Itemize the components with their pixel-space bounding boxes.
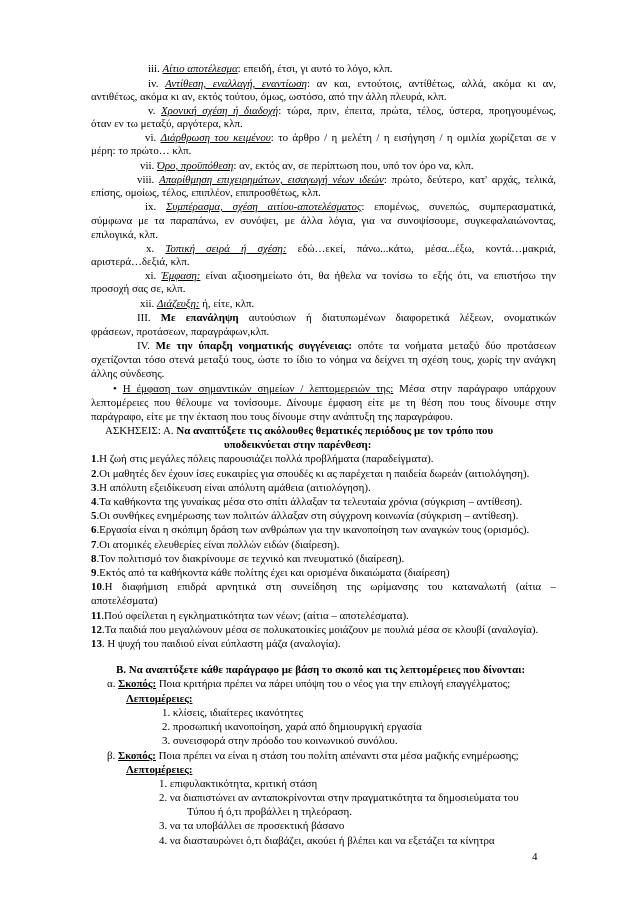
text-run: ix. — [145, 201, 166, 213]
text-line-36 — [91, 553, 404, 566]
text-run: IV. — [137, 340, 156, 352]
text-run: 4. να διασταυρώνει ό,τι διαβάζει, ακούει ή βλέπει και να εξετάζει τα κίνητρα — [159, 835, 495, 847]
text-line-25 — [91, 397, 556, 410]
text-run: Τοπική σειρά ή σχέση: — [165, 243, 287, 255]
text-run: ΑΣΚΗΣΕΙΣ: Α. — [105, 425, 177, 437]
text-run: Η έμφαση των σημαντικών σημείων / λεπτομερειών της: — [122, 383, 394, 395]
text-run: 1. κλίσεις, ιδιαίτερες ικανότητες — [162, 707, 304, 719]
text-line-11 — [145, 201, 556, 214]
text-run: iv. — [148, 78, 166, 90]
text-run: άλλης σύνδεσης. — [91, 368, 165, 380]
text-line-8 — [140, 160, 474, 173]
text-line-32 — [91, 496, 522, 509]
text-line-21 — [137, 340, 556, 353]
text-run: ή, είτε, κλπ. — [199, 298, 255, 310]
text-run: 9 — [91, 567, 97, 579]
text-run: Αντίθεση, εναλλαγή, εναντίωση — [165, 78, 307, 90]
text-run: 2. να διαπιστώνει αν ανταποκρίνονται στην πραγματικότητα τα δημοσιεύματα του — [159, 792, 519, 804]
text-run: 1. επιφυλακτικότητα, κριτική στάση — [159, 778, 318, 790]
text-run: vii. — [140, 160, 157, 172]
text-run: οπότε τα νοήματα μεταξύ δύο προτάσεων — [352, 340, 556, 352]
text-run: αποτελέσματα) — [91, 595, 158, 607]
text-line-34 — [91, 524, 529, 537]
text-run: Ποια πρέπει να είναι η στάση του πολίτη απέναντι στα μέσα μαζικής ενημέρωσης; — [155, 750, 519, 762]
text-line-55 — [159, 835, 495, 848]
text-run: x. — [146, 243, 166, 255]
text-run: σχετίζονται τόσο στενά μεταξύ τους, ώστε το ίδιο το νόημα να δείχνει τη σχέση τους, χωρίς την ανάγκη — [91, 354, 556, 366]
text-line-13 — [91, 229, 158, 242]
text-run: .Οι μαθητές δεν έχουν ίσες ευκαιρίες για σπουδές κι ας παρέχεται η παιδεία δωρεάν (αιτιολόγηση). — [96, 468, 530, 480]
text-run: Έμφαση: — [161, 270, 201, 282]
text-run: όταν εν τω μεταξύ, αργότερα, κλπ. — [91, 118, 243, 130]
text-run: προσοχή σας σε, κλπ. — [91, 283, 186, 295]
text-line-46 — [162, 707, 303, 720]
text-line-24 — [113, 383, 556, 396]
text-line-41 — [91, 624, 538, 637]
text-run: .Τα καθήκοντα της γυναίκας μέσα στο σπίτι άλλαξαν τα τελευταία χρόνια (σύγκριση – αντίθεση). — [96, 496, 523, 508]
text-run: Τύπου ή ό,τι προβάλλει η τηλεόραση. — [187, 806, 352, 818]
text-run: Να αναπτύξετε τις ακόλουθες θεματικές περιόδους με τον τρόπο που — [176, 425, 494, 437]
text-run: 13 — [91, 638, 102, 650]
text-run: Αίτιο αποτέλεσμα — [162, 63, 238, 75]
text-run: 4 — [91, 496, 97, 508]
text-run: . Η ψυχή του παιδιού είναι εύπλαστη μάζα (αναλογία). — [101, 638, 341, 650]
text-run: Με επανάληψη — [160, 312, 239, 324]
text-line-31 — [91, 482, 371, 495]
text-run: : επειδή, έτσι, γι αυτό το λόγο, κλπ. — [237, 63, 393, 75]
text-line-52 — [159, 792, 519, 805]
text-run: Σκοπός: — [118, 750, 156, 762]
text-run: III. — [137, 312, 161, 324]
text-run: Σκοπός: — [118, 678, 157, 690]
text-line-16 — [145, 270, 556, 283]
text-run: λεπτομέρειες που θέλουμε να τονίσουμε. Δίνουμε έμφαση είτε με τη θέση που τους δίνουμε στην — [91, 397, 556, 409]
text-run: Όρο, προϋπόθεση — [156, 160, 234, 172]
text-run: 2. προσωπική ικανοποίηση, χαρά από δημιουργική εργασία — [162, 721, 422, 733]
text-line-47 — [162, 721, 422, 734]
text-run: 3. συνεισφορά στην πρόοδο του κοινωνικού συνόλου. — [162, 735, 398, 747]
text-run: : αν και, εντούτοις, αντίθέτως, αλλά, ακόμα κι αν, — [306, 78, 556, 90]
text-run: Χρονική σχέση ή διαδοχή — [160, 105, 279, 117]
text-line-5 — [91, 118, 243, 131]
text-run: xi. — [145, 270, 162, 282]
text-run: .Τα παιδιά που μεγαλώνουν μέσα σε πολυκατοικίες μοιάζουν με πουλιά μέσα σε κλουβί (αναλογία). — [101, 624, 539, 636]
text-line-17 — [91, 283, 185, 296]
text-line-27 — [105, 425, 493, 438]
text-run: 3. να τα υποβάλλει σε προσεκτική βάσανο — [159, 820, 345, 832]
text-line-44 — [107, 678, 510, 691]
text-run: Μέσα στην παράγραφο υπάρχουν — [393, 383, 556, 395]
text-line-3 — [91, 91, 447, 104]
text-run: α. — [107, 678, 119, 690]
text-line-7 — [91, 145, 191, 158]
text-line-54 — [159, 820, 344, 833]
text-run: υποδεικνύεται στην παρένθεση: — [224, 439, 372, 451]
text-run: Ποια κριτήρια πρέπει να πάρει υπόψη του ο νέος για την επιλογή επαγγέλματος; — [156, 678, 511, 690]
text-line-48 — [162, 735, 398, 748]
text-run: : επομένως, συνεπώς, συμπερασματικά, — [361, 201, 556, 213]
text-run: αυτούσιων ή διατυπωμένων διαφορετικά λέξεων, ονοματικών — [238, 312, 556, 324]
text-line-6 — [145, 132, 556, 145]
text-line-28 — [224, 439, 371, 452]
text-line-50 — [126, 764, 192, 777]
text-line-53 — [187, 806, 352, 819]
text-line-4 — [148, 105, 556, 118]
text-run: .Τον πολιτισμό τον διακρίνουμε σε τεχνικό και πνευματικό (διαίρεση). — [96, 553, 405, 565]
text-run: Με την ύπαρξη νοηματικής συγγένειας: — [155, 340, 353, 352]
text-line-40 — [91, 610, 409, 623]
text-line-20 — [91, 326, 269, 339]
text-line-22 — [91, 354, 556, 367]
text-line-33 — [91, 510, 518, 523]
text-run: 7 — [91, 539, 97, 551]
text-run: φράσεων, προτάσεων, παραγράφων,κλπ. — [91, 326, 270, 338]
text-line-42 — [91, 638, 341, 651]
text-line-37 — [91, 567, 450, 580]
text-line-30 — [91, 468, 529, 481]
text-line-43 — [116, 664, 525, 677]
text-run: 1 — [91, 453, 97, 465]
text-line-45 — [126, 693, 192, 706]
text-line-14 — [146, 243, 556, 256]
text-run: : πρώτο, δεύτερο, κατ' αρχάς, τελικά, — [383, 174, 556, 186]
text-run: αντιθέτως, ακόμα κι αν, εκτός τούτου, όμως, ωστόσο, από την άλλη πλευρά, κλπ. — [91, 91, 447, 103]
text-run: xii. — [140, 298, 157, 310]
text-run: : το άρθρο / η μελέτη / η εισήγηση / η ομιλία χωρίζεται σε ν — [270, 132, 556, 144]
text-run: : τώρα, πριν, έπειτα, πρώτα, τέλος, ύστερα, προηγουμένως, — [278, 105, 557, 117]
text-run: iii. — [148, 63, 163, 75]
text-run: εδώ…εκεί, πάνω...κάτω, μέσα...έξω, κοντά…μακριά, — [286, 243, 556, 255]
text-line-38 — [91, 581, 556, 594]
text-run: επίσης, ομοίως, τέλος, επιπλέον, επιπροσθέτως, κλπ. — [91, 187, 321, 199]
text-run: 6 — [91, 524, 97, 536]
text-run: Λεπτομέρειες: — [126, 693, 193, 705]
text-run: μέρη: το πρώτο… κλπ. — [91, 145, 192, 157]
text-run: β. — [107, 750, 118, 762]
text-run: 11 — [91, 610, 102, 622]
text-line-18 — [140, 298, 254, 311]
text-run: παράγραφο, είτε με την έκταση που τους δίνουμε στην ανάπτυξη της παραγράφου. — [91, 411, 453, 423]
text-line-9 — [137, 174, 556, 187]
page-number: 4 — [532, 851, 538, 863]
text-run: .Η απόλυτη εξειδίκευση είναι απόλυτη αμάθεια (αιτιολόγηση). — [96, 482, 371, 494]
text-line-15 — [91, 256, 190, 269]
text-run: Συμπέρασμα, σχέση αιτίου-αποτελέσματος — [165, 201, 362, 213]
text-run: 8 — [91, 553, 97, 565]
text-line-1 — [148, 63, 393, 76]
text-run: vi. — [145, 132, 161, 144]
text-run: viii. — [137, 174, 160, 186]
text-run: Λεπτομέρειες: — [126, 764, 193, 776]
text-run: 2 — [91, 468, 97, 480]
text-run: .Η διαφήμιση επιδρά αρνητικά στη συνείδηση της ωρίμανσης του καταναλωτή (αίτια – — [101, 581, 556, 593]
text-line-35 — [91, 539, 339, 552]
text-run: .Οι ατομικές ελευθερίες είναι πολλών ειδών (διαίρεση). — [96, 539, 340, 551]
text-run: 3 — [91, 482, 97, 494]
text-run: .Η ζωή στις μεγάλες πόλεις παρουσιάζει πολλά προβλήματα (παραδείγματα). — [96, 453, 434, 465]
text-line-10 — [91, 187, 321, 200]
text-run: επιλογικά, κλπ. — [91, 229, 159, 241]
text-run: 10 — [91, 581, 102, 593]
text-run: .Εκτός από τα καθήκοντα κάθε πολίτης έχει και ορισμένα δικαιώματα (διαίρεση) — [96, 567, 450, 579]
text-line-19 — [137, 312, 556, 325]
text-run: είναι αξιοσημείωτο ότι, θα ήθελα να τονίσω το εξής ότι, να επιστήσω την — [200, 270, 556, 282]
text-run: .Πού οφείλεται η εγκληματικότητα των νέων; (αίτια – αποτελέσματα). — [101, 610, 409, 622]
text-run: Απαρίθμηση επιχειρημάτων, εισαγωγή νέων ιδεών — [159, 174, 384, 186]
text-line-49 — [107, 750, 519, 763]
text-run: .Εργασία είναι η σκόπιμη δράση των ανθρώπων για την ικανοποίηση των αναγκών τους (ορισμός). — [96, 524, 530, 536]
text-line-23 — [91, 368, 164, 381]
text-line-29 — [91, 453, 433, 466]
text-run: Β. Να αναπτύξετε κάθε παράγραφο με βάση το σκοπό και τις λεπτομέρειες που δίνονται: — [116, 664, 526, 676]
text-run: Διάρθρωση του κειμένου — [160, 132, 271, 144]
text-run: : αν, εκτός αν, σε περίπτωση που, υπό τον όρο να, κλπ. — [233, 160, 474, 172]
text-line-12 — [91, 215, 556, 228]
text-line-51 — [159, 778, 317, 791]
text-run: • — [113, 383, 123, 395]
text-line-26 — [91, 411, 453, 424]
text-run: Διάζευξη: — [156, 298, 200, 310]
text-run: αριστερά…δεξιά, κλπ. — [91, 256, 190, 268]
text-run: σύμφωνα με τα παραπάνω, εν συνόψει, με άλλα λόγια, για να συνοψίσουμε, συγκεφαλαιώνοντας, — [91, 215, 556, 227]
text-run: v. — [148, 105, 161, 117]
text-line-39 — [91, 595, 158, 608]
text-run: 5 — [91, 510, 97, 522]
text-line-2 — [148, 78, 556, 91]
text-run: 12 — [91, 624, 102, 636]
text-run: .Οι συνθήκες ενημέρωσης των πολιτών άλλαξαν στη σύγχρονη κοινωνία (σύγκριση – αντίθεση). — [96, 510, 519, 522]
